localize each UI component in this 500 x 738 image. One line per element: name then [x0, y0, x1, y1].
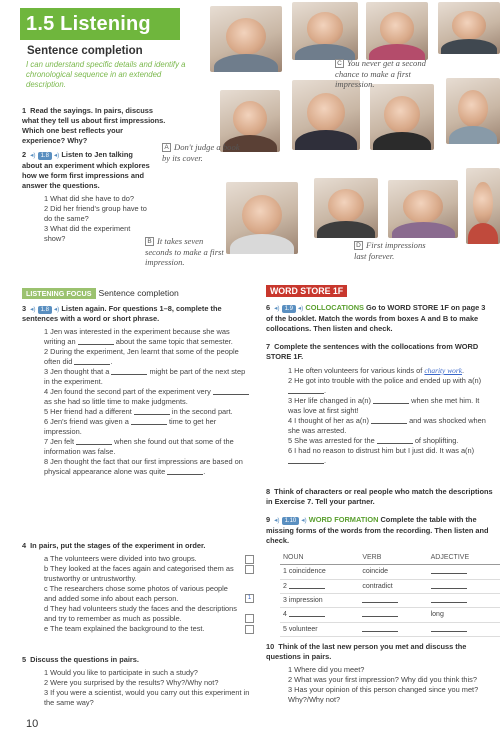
- answer-blank[interactable]: [371, 417, 407, 424]
- face-photo: [292, 80, 360, 150]
- answer-blank[interactable]: [288, 457, 324, 464]
- stage-item: a The volunteers were divided into two groups.: [36, 554, 254, 564]
- lesson-subtitle: Sentence completion: [27, 45, 143, 57]
- exercise-10-questions: [266, 665, 494, 705]
- sentence-item: 5 She was arrested for the of shoplifting.: [288, 435, 459, 445]
- table-row: [280, 608, 500, 622]
- face-photo: [388, 180, 458, 238]
- word-formation-table: [280, 551, 500, 638]
- exercise-5-questions: [22, 668, 254, 708]
- quote-text: You never get a second chance to make a first impression.: [335, 58, 426, 90]
- answer-blank[interactable]: [288, 387, 324, 394]
- sentence-item: 3 Her life changed in a(n) when she met him. It was love at first sight!: [288, 395, 480, 415]
- exercise-1: 1 Read the sayings. In pairs, discuss what they tell us about first impressions. Which one best reflects your experience? Why?: [22, 106, 166, 145]
- exercise-6: 6 ◂) 1.9 ◂) COLLOCATIONS Go to WORD STORE 1F on page 3 of the booklet. Match the words from boxes A and B to make collocations. Then listen and check.: [266, 303, 486, 333]
- exercise-3: LISTENING FOCUS Sentence completion 3 ◂) 1.8 ◂) Listen again. For questions 1–8, complete the sentences with a word or short phrase. 1 Jen was interested in the experiment because she was writing an about the same topic that semester. 2 During the experiment, Jen learnt that some of the people often did . 3 Jen thought that a might be part of the next step in the experiment. 4 Jen found the second part of the experiment very as she had so little time to make judgments. 5 Her friend had a different in the second part. 6 Jen's friend was given a time to get her impression. 7 Jen felt when she found out that some of the information was false. 8 Jen thought the fact that our first impressions are based on physical appearance alone was quite .: [22, 288, 252, 477]
- quote-text: Don't judge a book by its cover.: [162, 142, 240, 163]
- table-cell[interactable]: [428, 594, 500, 608]
- face-photo: [314, 178, 378, 238]
- word-store-tag: WORD STORE 1F: [266, 286, 347, 298]
- experiment-stages: [22, 554, 254, 634]
- answer-blank[interactable]: [167, 468, 203, 475]
- table-row: [280, 565, 500, 579]
- faces-photo-collage: [170, 0, 500, 330]
- audio-icon[interactable]: ◂): [301, 517, 307, 524]
- exercise-2: 2 ◂) 1.8 ◂) Listen to Jen talking about an experiment which explores how we form first impressions and answer the questions. 1 What did she have to do? 2 Did her friend's group have to do the same? 3 What did the experiment show?: [22, 150, 150, 243]
- quote-text: First impressions last forever.: [354, 240, 426, 261]
- table-cell[interactable]: [359, 622, 427, 636]
- audio-icon[interactable]: ◂): [297, 305, 304, 312]
- list-item: 2 Did her friend's group have to do the same?: [44, 203, 147, 223]
- table-cell[interactable]: [359, 594, 427, 608]
- quote-c: [335, 58, 447, 90]
- table-cell[interactable]: long: [428, 608, 500, 622]
- list-item: 2 Were you surprised by the results? Why?/Why not?: [44, 677, 219, 687]
- exercise-9: 9 ◂) 1.10 ◂) WORD FORMATION Complete the table with the missing forms of the words from the recording. Then listen and check. NOUN VERB ADJECTIVE 1 coincidence coincide 2 contradict 3 impression 4 long 5 volunteer: [266, 515, 494, 637]
- face-photo: [446, 78, 500, 144]
- face-photo: [210, 6, 282, 72]
- audio-track-badge[interactable]: 1.8: [38, 306, 52, 314]
- exercise-7-sentences: [266, 366, 494, 466]
- exercise-10-instruction: Think of the last new person you met and discuss the questions in pairs.: [266, 642, 467, 661]
- table-cell[interactable]: 3 impression: [280, 594, 359, 608]
- answer-blank[interactable]: [76, 438, 112, 445]
- face-photo: [466, 168, 500, 244]
- quote-letter: B: [145, 237, 154, 246]
- exercise-7: 7 Complete the sentences with the collocations from WORD STORE 1F. 1 He often volunteers for various kinds of charity work. 2 He got into trouble with the police and ended up with a(n) . 3 Her life changed in a(n) when she met him. It was love at first sight! 4 I thought of her as a(n) and was shocked when she was arrested. 5 She was arrested for the of shoplifting. 6 I had no reason to distrust him but I just did. It was a(n) .: [266, 342, 494, 466]
- audio-icon[interactable]: ◂): [53, 305, 60, 313]
- exercise-1-instruction: Read the sayings. In pairs, discuss what they tell us about first impressions. Which one best reflects your experience? Why?: [22, 106, 166, 145]
- sentence-item: 5 Her friend had a different in the second part.: [44, 407, 233, 417]
- order-box[interactable]: 1: [245, 594, 254, 603]
- table-cell[interactable]: coincide: [359, 565, 427, 579]
- order-box[interactable]: [245, 555, 254, 564]
- table-cell[interactable]: 1 coincidence: [280, 565, 359, 579]
- list-item: 3 Has your opinion of this person changed since you met? Why?/Why not?: [288, 684, 479, 704]
- audio-icon[interactable]: ◂): [274, 517, 280, 524]
- table-cell[interactable]: [359, 608, 427, 622]
- order-box[interactable]: [245, 625, 254, 634]
- quote-letter: C: [335, 59, 344, 68]
- table-cell[interactable]: 2: [280, 579, 359, 593]
- exercise-4-instruction: In pairs, put the stages of the experiment in order.: [30, 541, 206, 550]
- sentence-item: 3 Jen thought that a might be part of the next step in the experiment.: [44, 367, 246, 387]
- order-box[interactable]: [245, 565, 254, 574]
- table-cell[interactable]: [428, 622, 500, 636]
- audio-track-badge[interactable]: 1.9: [282, 305, 296, 313]
- audio-icon[interactable]: ◂): [30, 305, 36, 313]
- unit-title: 1.5 Listening: [26, 13, 151, 35]
- table-cell[interactable]: contradict: [359, 579, 427, 593]
- table-row: [280, 594, 500, 608]
- face-photo: [438, 2, 500, 54]
- stage-item: b They looked at the faces again and categorised them as trustworthy or untrustworthy.: [36, 564, 254, 584]
- word-formation-label: WORD FORMATION: [308, 515, 379, 524]
- collocations-label: COLLOCATIONS: [305, 303, 364, 312]
- exercise-9-instruction: Complete the table with the missing forms of the words from the recording. Then listen and check.: [266, 515, 489, 545]
- face-photo: [226, 182, 298, 254]
- handwritten-answer[interactable]: charity work: [424, 365, 462, 375]
- listening-focus-tag: LISTENING FOCUS: [22, 288, 96, 299]
- audio-icon[interactable]: ◂): [274, 305, 280, 312]
- stage-item: e The team explained the background to the test.: [36, 624, 254, 634]
- stage-item: d They had volunteers study the faces and the descriptions and try to remember as much as possible.: [36, 604, 254, 624]
- sentence-item: 8 Jen thought the fact that our first impressions are based on physical appearance alone was quite .: [44, 457, 243, 477]
- exercise-2-instruction: Listen to Jen talking about an experiment which explores how we form first impressions and answer the questions.: [22, 150, 150, 190]
- answer-blank[interactable]: [373, 397, 409, 404]
- stage-item: c The researchers chose some photos of various people and added some info about each person. 1: [36, 584, 254, 604]
- table-cell[interactable]: [428, 579, 500, 593]
- exercise-3-sentences: [22, 327, 252, 477]
- page-number: 10: [26, 718, 39, 730]
- exercise-5-instruction: Discuss the questions in pairs.: [30, 655, 139, 664]
- exercise-6-instruction: Go to WORD STORE 1F on page 3 of the booklet. Match the words from boxes A and B to make collocations. Then listen and check.: [266, 303, 486, 333]
- order-box[interactable]: [245, 614, 254, 623]
- face-photo: [366, 2, 428, 60]
- audio-icon[interactable]: ◂): [53, 152, 60, 159]
- sentence-item: 2 During the experiment, Jen learnt that some of the people often did .: [44, 347, 239, 367]
- answer-blank[interactable]: [377, 437, 413, 444]
- list-item: 3 If you were a scientist, would you carry out this experiment in the same way?: [44, 687, 250, 707]
- exercise-7-instruction: Complete the sentences with the collocations from WORD STORE 1F.: [266, 342, 479, 361]
- list-item: 3 What did the experiment show?: [44, 223, 131, 243]
- column-header: VERB: [359, 551, 427, 565]
- answer-blank[interactable]: [74, 358, 110, 365]
- exercise-2-questions: [22, 194, 150, 244]
- column-header: NOUN: [280, 551, 359, 565]
- answer-blank[interactable]: [213, 388, 249, 395]
- sentence-item: 6 Jen's friend was given a time to get her impression.: [44, 417, 217, 437]
- sentence-item: 4 Jen found the second part of the experiment very as she had so little time to make judgments.: [36, 387, 252, 407]
- quote-text: It takes seven seconds to make a first impression.: [145, 236, 224, 268]
- answer-blank[interactable]: [78, 338, 114, 345]
- exercise-4: 4 In pairs, put the stages of the experiment in order. a The volunteers were divided into two groups. b They looked at the faces again and categorised them as trustworthy or untrustworthy. c The researchers chose some photos of various people and added some info about each person. 1 d They had volunteers study the faces and the descriptions and try to remember as much as possible. e The team explained the background to the test.: [22, 541, 254, 634]
- column-header: ADJECTIVE: [428, 551, 500, 565]
- exercise-10: 10 Think of the last new person you met and discuss the questions in pairs. 1 Where did you meet? 2 What was your first impression? Why did you think this? 3 Has your opinion of this person changed since you met? Why?/Why not?: [266, 642, 494, 705]
- list-item: 1 What did she have to do?: [44, 193, 134, 203]
- audio-track-badge[interactable]: 1.8: [38, 152, 52, 160]
- exercise-3-instruction: Listen again. For questions 1–8, complete the sentences with a word or short phrase.: [22, 303, 222, 324]
- table-cell[interactable]: [428, 565, 500, 579]
- audio-icon[interactable]: ◂): [30, 152, 36, 159]
- list-item: 2 What was your first impression? Why did you think this?: [288, 674, 477, 684]
- quote-letter: D: [354, 241, 363, 250]
- table-header-row: [280, 551, 500, 565]
- sentence-item: 6 I had no reason to distrust him but I just did. It was a(n) .: [288, 445, 475, 465]
- table-cell[interactable]: 5 volunteer: [280, 622, 359, 636]
- face-photo: [370, 84, 434, 150]
- face-photo: [292, 2, 358, 60]
- answer-blank[interactable]: [131, 418, 167, 425]
- audio-track-badge[interactable]: 1.10: [282, 517, 300, 525]
- exercise-5: 5 Discuss the questions in pairs. 1 Would you like to participate in such a study? 2 Were you surprised by the results? Why?/Why not? 3 If you were a scientist, would you carry out this experiment in the same way?: [22, 655, 254, 708]
- listening-focus-title: Sentence completion: [98, 288, 179, 298]
- lesson-objective: I can understand specific details and identify a chronological sequence in an extended description.: [26, 60, 186, 90]
- exercise-8-instruction: Think of characters or real people who match the descriptions in Exercise 7. Tell your partner.: [266, 487, 493, 506]
- sentence-item: 7 Jen felt when she found out that some of the information was false.: [44, 437, 234, 457]
- quote-d: [354, 240, 440, 261]
- sentence-item: 4 I thought of her as a(n) and was shocked when she was arrested.: [288, 415, 486, 435]
- list-item: 1 Would you like to participate in such a study?: [44, 667, 198, 677]
- sentence-item: 2 He got into trouble with the police and ended up with a(n) .: [288, 375, 482, 395]
- quote-b: [145, 236, 231, 268]
- exercise-8: 8 Think of characters or real people who match the descriptions in Exercise 7. Tell your partner.: [266, 487, 493, 506]
- answer-blank[interactable]: [111, 368, 147, 375]
- answer-blank[interactable]: [134, 408, 170, 415]
- table-cell[interactable]: 4: [280, 608, 359, 622]
- quote-a: [162, 142, 242, 163]
- sentence-item: 1 He often volunteers for various kinds of charity work.: [288, 365, 465, 375]
- table-row: [280, 579, 500, 593]
- list-item: 1 Where did you meet?: [288, 664, 365, 674]
- table-row: [280, 622, 500, 636]
- quote-letter: A: [162, 143, 171, 152]
- sentence-item: 1 Jen was interested in the experiment because she was writing an about the same topic that semester.: [44, 327, 233, 347]
